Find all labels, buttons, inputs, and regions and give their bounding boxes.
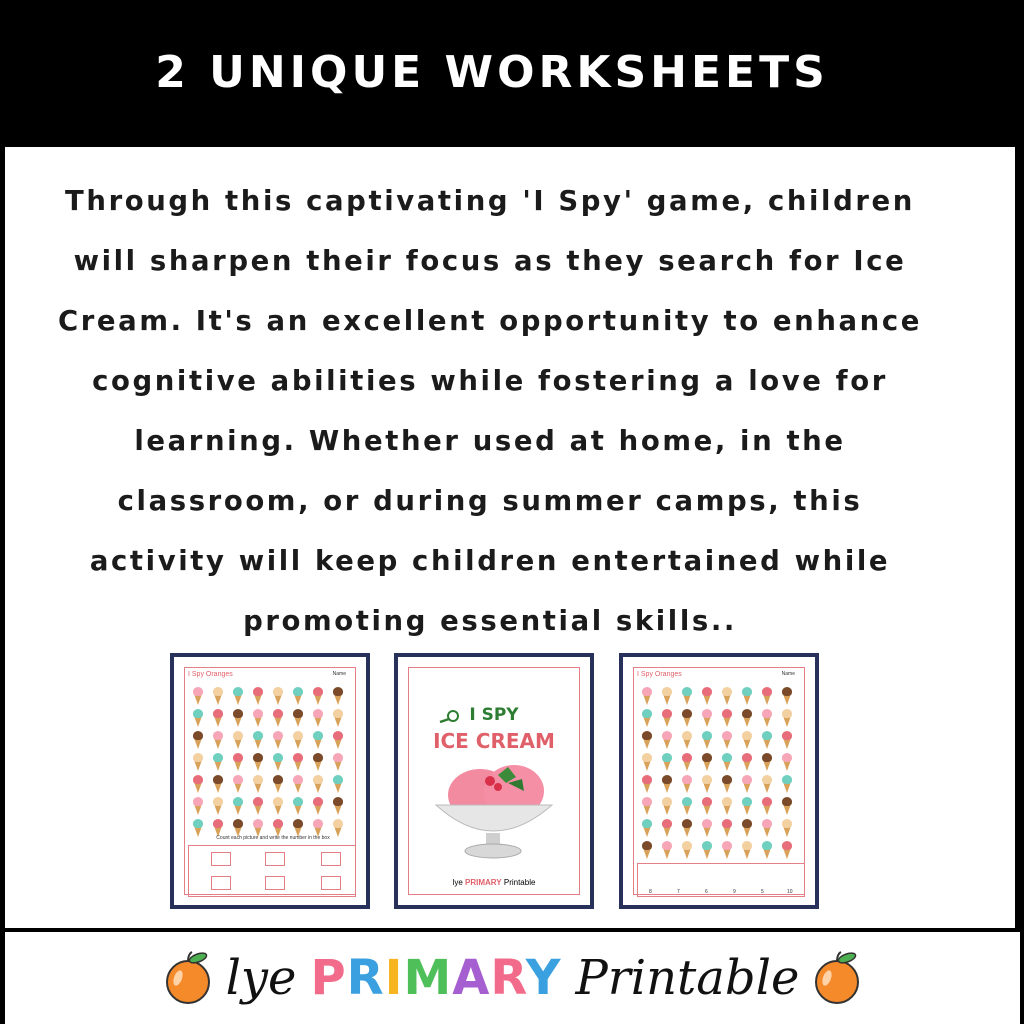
ice-cream-icon <box>272 753 284 771</box>
ice-cream-icon <box>681 731 693 749</box>
ice-cream-icon <box>192 709 204 727</box>
ice-cream-icon <box>252 687 264 705</box>
ice-cream-icon <box>721 797 733 815</box>
ice-cream-icon <box>272 797 284 815</box>
ice-cream-icon <box>332 775 344 793</box>
description-text: Through this captivating 'I Spy' game, children will sharpen their focus as they search for Ice Cream. It's an excellent opportunity to enhance cognitive abilities while fostering a love for learning. Whether used at home, in the classroom, or during summer camps, this activity will keep children entertained while promoting essential skills.. <box>57 185 922 637</box>
ice-cream-icon <box>701 841 713 859</box>
worksheet-instruction: Count each picture and write the number in the box <box>216 835 330 841</box>
ice-cream-icon <box>641 775 653 793</box>
ice-cream-icon <box>721 753 733 771</box>
ice-cream-icon <box>292 797 304 815</box>
ice-cream-icon <box>641 797 653 815</box>
ice-cream-icon <box>701 687 713 705</box>
ice-cream-icon <box>661 709 673 727</box>
brand-primary-letter: P <box>310 950 347 1006</box>
ice-cream-icon <box>701 775 713 793</box>
ice-cream-icon <box>292 775 304 793</box>
ice-cream-icon <box>192 753 204 771</box>
ice-cream-icon <box>312 753 324 771</box>
ice-cream-icon <box>232 687 244 705</box>
ice-cream-icon <box>701 819 713 837</box>
ice-cream-icon <box>781 797 793 815</box>
ice-cream-icon <box>272 687 284 705</box>
count-value: 5 <box>761 889 764 895</box>
ice-cream-icon <box>641 841 653 859</box>
cover-title-line2: ICE CREAM <box>433 729 555 753</box>
ice-cream-icon <box>272 731 284 749</box>
ice-cream-icon <box>741 753 753 771</box>
ice-cream-icon <box>192 687 204 705</box>
ice-cream-icon <box>332 753 344 771</box>
peach-icon <box>813 950 861 1006</box>
ice-cream-icon <box>761 687 773 705</box>
ice-cream-icon <box>681 819 693 837</box>
ice-cream-icon <box>252 709 264 727</box>
brand-primary-letter: Y <box>525 950 562 1006</box>
count-value: 10 <box>787 889 793 895</box>
count-value: 9 <box>733 889 736 895</box>
ice-cream-icon <box>701 797 713 815</box>
ice-cream-icon <box>332 709 344 727</box>
brand-printable: Printable <box>575 950 800 1006</box>
ice-cream-icon <box>761 841 773 859</box>
cover-brand-printable: Printable <box>503 878 536 887</box>
ice-cream-icon <box>741 709 753 727</box>
ice-cream-icon <box>721 687 733 705</box>
page-title: 2 UNIQUE WORKSHEETS <box>155 47 829 98</box>
brand-primary-letter: R <box>490 950 526 1006</box>
ice-cream-icon <box>292 753 304 771</box>
peach-icon <box>164 950 212 1006</box>
ice-cream-icon <box>192 775 204 793</box>
ice-cream-icon <box>781 687 793 705</box>
ice-cream-icon <box>661 731 673 749</box>
ice-cream-icon <box>212 731 224 749</box>
header-bar <box>0 0 1024 145</box>
ice-cream-icon <box>292 687 304 705</box>
ice-cream-icon <box>212 753 224 771</box>
brand-logo <box>164 950 862 1006</box>
ice-cream-icon <box>781 819 793 837</box>
ice-cream-icon <box>721 775 733 793</box>
ice-cream-icon <box>641 753 653 771</box>
worksheet-title: I Spy Oranges <box>637 671 682 678</box>
ice-cream-icon <box>701 709 713 727</box>
ice-cream-icon <box>212 797 224 815</box>
count-value: 8 <box>649 889 652 895</box>
ice-cream-icon <box>741 731 753 749</box>
ice-cream-icon <box>641 819 653 837</box>
ice-cream-icon <box>332 797 344 815</box>
ice-cream-icon <box>721 819 733 837</box>
ice-cream-icon <box>312 709 324 727</box>
ice-cream-grid <box>641 687 799 859</box>
ice-cream-icon <box>661 819 673 837</box>
ice-cream-icon <box>312 775 324 793</box>
brand-lye: lye <box>225 950 297 1006</box>
worksheet-name-label: Name <box>781 671 795 677</box>
footer-bar <box>5 932 1020 1024</box>
ice-cream-icon <box>252 731 264 749</box>
ice-cream-icon <box>232 753 244 771</box>
ice-cream-icon <box>312 731 324 749</box>
ice-cream-icon <box>252 775 264 793</box>
ice-cream-icon <box>232 775 244 793</box>
ice-cream-bowl-illustration <box>428 757 558 867</box>
count-value: 7 <box>677 889 680 895</box>
ice-cream-icon <box>761 709 773 727</box>
content-panel <box>5 147 1015 928</box>
count-strip <box>637 863 805 897</box>
cover-brand-primary: PRIMARY <box>465 878 502 887</box>
ice-cream-icon <box>741 797 753 815</box>
ice-cream-icon <box>212 687 224 705</box>
brand-primary <box>310 950 561 1006</box>
ice-cream-icon <box>641 709 653 727</box>
ice-cream-icon <box>681 797 693 815</box>
ice-cream-icon <box>272 709 284 727</box>
ice-cream-icon <box>252 753 264 771</box>
ice-cream-icon <box>721 709 733 727</box>
ice-cream-icon <box>252 797 264 815</box>
worksheet-title: I Spy Oranges <box>188 671 233 678</box>
worksheet-name-label: Name <box>332 671 346 677</box>
ice-cream-icon <box>681 687 693 705</box>
ice-cream-icon <box>661 687 673 705</box>
ice-cream-icon <box>681 841 693 859</box>
ice-cream-icon <box>641 731 653 749</box>
ice-cream-icon <box>332 731 344 749</box>
cover-brand <box>398 878 590 887</box>
ice-cream-icon <box>781 753 793 771</box>
ice-cream-icon <box>661 797 673 815</box>
ice-cream-icon <box>681 709 693 727</box>
ice-cream-icon <box>721 731 733 749</box>
ice-cream-icon <box>332 687 344 705</box>
ice-cream-icon <box>761 819 773 837</box>
worksheet-thumbnail-left <box>170 653 370 909</box>
ice-cream-icon <box>212 775 224 793</box>
ice-cream-icon <box>661 841 673 859</box>
ice-cream-grid <box>192 687 350 837</box>
count-value: 6 <box>705 889 708 895</box>
ice-cream-icon <box>192 797 204 815</box>
ice-cream-icon <box>292 709 304 727</box>
ice-cream-icon <box>661 753 673 771</box>
count-boxes <box>188 845 356 897</box>
ice-cream-icon <box>761 775 773 793</box>
cover-title-line1: I SPY <box>469 705 519 725</box>
ice-cream-icon <box>781 841 793 859</box>
ice-cream-icon <box>761 731 773 749</box>
ice-cream-icon <box>272 775 284 793</box>
ice-cream-icon <box>232 709 244 727</box>
ice-cream-icon <box>701 753 713 771</box>
ice-cream-icon <box>781 731 793 749</box>
brand-primary-letter: A <box>452 950 491 1006</box>
ice-cream-icon <box>781 709 793 727</box>
ice-cream-icon <box>701 731 713 749</box>
ice-cream-icon <box>292 731 304 749</box>
brand-primary-letter: R <box>346 950 385 1006</box>
brand-primary-letter: I <box>384 950 404 1006</box>
brand-primary-letter: M <box>403 950 453 1006</box>
ice-cream-icon <box>761 797 773 815</box>
worksheet-thumbnail-right <box>619 653 819 909</box>
ice-cream-icon <box>761 753 773 771</box>
ice-cream-icon <box>781 775 793 793</box>
worksheet-cover-thumbnail <box>394 653 594 909</box>
ice-cream-icon <box>232 731 244 749</box>
ice-cream-icon <box>721 841 733 859</box>
ice-cream-icon <box>741 841 753 859</box>
ice-cream-icon <box>661 775 673 793</box>
ice-cream-icon <box>741 775 753 793</box>
ice-cream-icon <box>192 731 204 749</box>
ice-cream-icon <box>681 753 693 771</box>
ice-cream-icon <box>212 709 224 727</box>
ice-cream-icon <box>312 797 324 815</box>
ice-cream-icon <box>232 797 244 815</box>
ice-cream-icon <box>741 687 753 705</box>
ice-cream-icon <box>681 775 693 793</box>
ice-cream-icon <box>312 687 324 705</box>
ice-cream-icon <box>641 687 653 705</box>
cover-brand-lye: lye <box>452 878 463 887</box>
ice-cream-icon <box>741 819 753 837</box>
